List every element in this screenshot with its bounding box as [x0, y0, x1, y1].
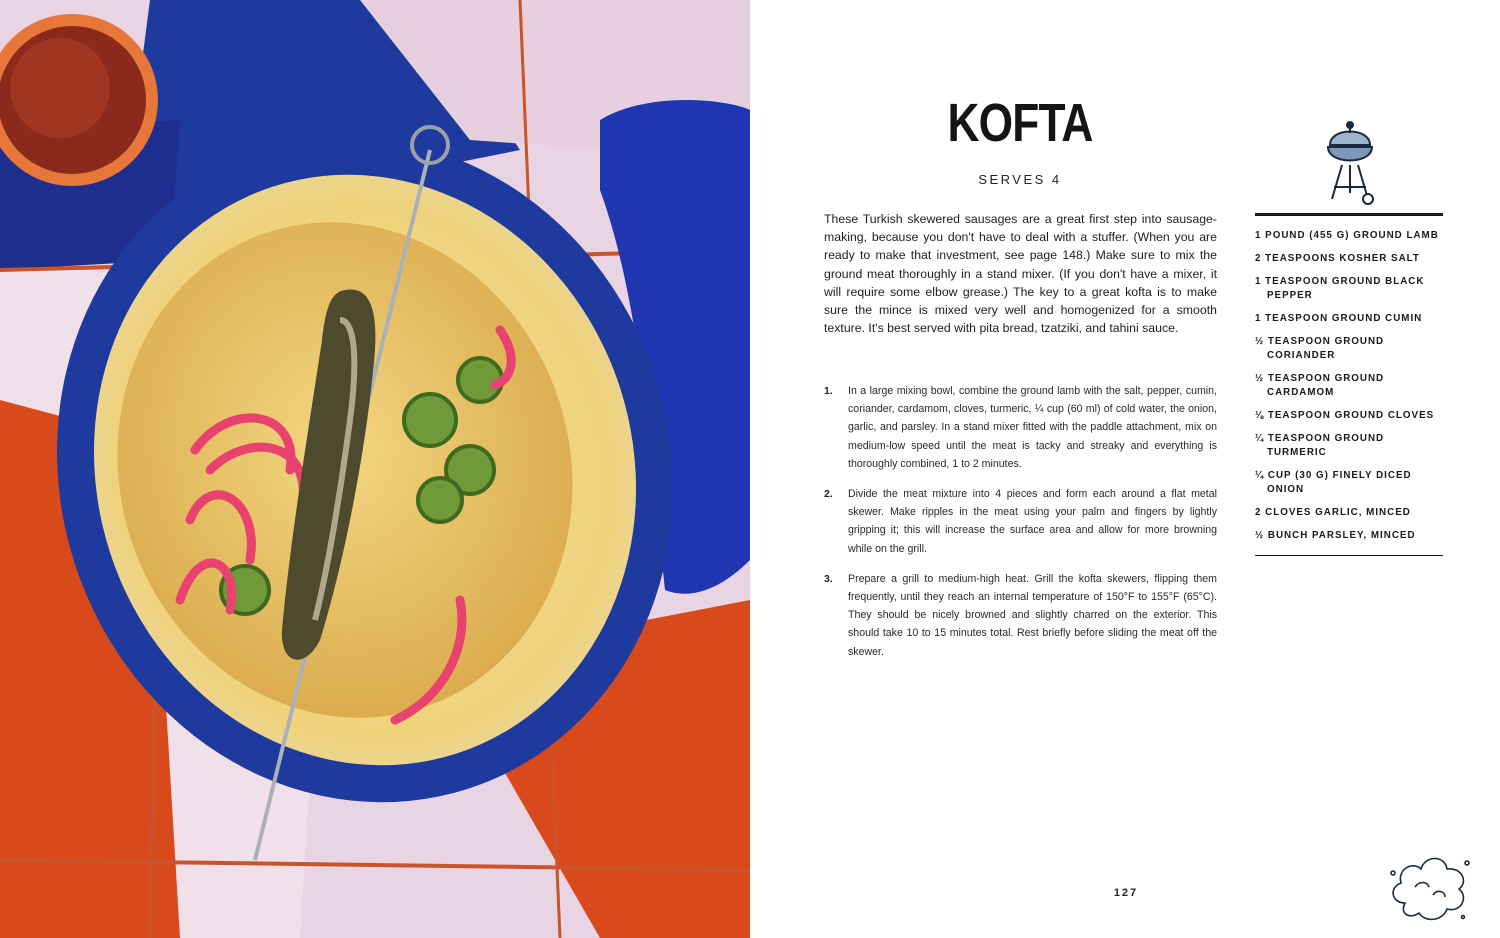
ingredient-item: 1 TEASPOON GROUND CUMIN	[1255, 313, 1423, 324]
ingredient-item: ⅛ TEASPOON GROUND CLOVES	[1255, 410, 1435, 421]
ingredient-item: ½ TEASPOON GROUND CARDAMOM	[1255, 373, 1385, 398]
ingredient-item: 2 CLOVES GARLIC, MINCED	[1255, 507, 1411, 518]
ingredient-item: 1 POUND (455 G) GROUND LAMB	[1255, 230, 1439, 241]
ingredient-item: 2 TEASPOONS KOSHER SALT	[1255, 253, 1420, 264]
method-step	[824, 485, 1217, 558]
ingredient-item: ½ BUNCH PARSLEY, MINCED	[1255, 530, 1416, 541]
method-step	[824, 570, 1217, 661]
recipe-intro: These Turkish skewered sausages are a great first step into sausage-making, because you don't have to deal with a stuffer. (When you are ready to make that investment, see page 148.) Make sure to mix the ground meat thoroughly in a stand mixer. (If you don't have a mixer, it will require some elbow grease.) The key to a great kofta is to make sure the mince is mixed very well and homogenized for a smooth texture. It's best served with pita bread, tzatziki, and tahini sauce.	[824, 212, 1217, 336]
step-text: Prepare a grill to medium-high heat. Grill the kofta skewers, flipping them frequently, until they reach an internal temperature of 150°F to 155°F (65°C). They should be nicely browned and slightly charred on the exterior. This should take 10 to 15 minutes total. Rest briefly before sliding the meat off the skewer.	[848, 572, 1217, 658]
ingredient-item: ¼ TEASPOON GROUND TURMERIC	[1255, 433, 1385, 458]
step-text: Divide the meat mixture into 4 pieces and form each around a flat metal skewer. Make ripples in the meat using your palm and fingers by lightly gripping it; this will increase the surface area and allow for more browning while on the grill.	[848, 488, 1217, 555]
ingredients-list	[1255, 213, 1443, 556]
step-number: 1.	[824, 385, 833, 397]
smoke-cloud-icon	[1385, 843, 1473, 925]
ingredient-item: 1 TEASPOON GROUND BLACK PEPPER	[1255, 276, 1425, 301]
method-step	[824, 382, 1217, 473]
recipe-title: KOFTA	[947, 93, 1093, 153]
ingredient-item: ½ TEASPOON GROUND CORIANDER	[1255, 336, 1385, 361]
method-steps	[824, 382, 1217, 673]
page-number: 127	[1113, 887, 1139, 899]
step-text: In a large mixing bowl, combine the ground lamb with the salt, pepper, cumin, coriander, cardamom, cloves, turmeric, ¼ cup (60 ml) of cold water, the onion, garlic, and parsley. In a stand mixer fitted with the paddle attachment, mix on medium-low speed until the meat is tacky and streaky and everything is thoroughly combined, 1 to 2 minutes.	[848, 385, 1217, 470]
step-number: 3.	[824, 572, 833, 585]
serves-label: SERVES 4	[978, 172, 1062, 187]
ingredient-item: ¼ CUP (30 G) FINELY DICED ONION	[1255, 470, 1412, 495]
grill-icon	[1320, 115, 1380, 207]
step-number: 2.	[824, 488, 833, 501]
